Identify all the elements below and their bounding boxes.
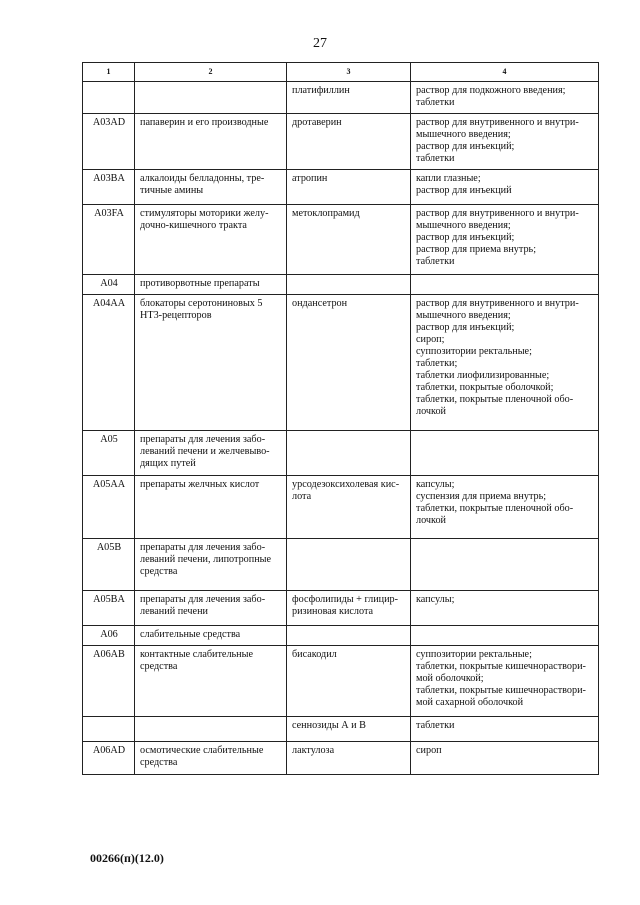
table-row — [83, 114, 599, 170]
code-cell: A04 — [83, 275, 135, 295]
column-header: 3 — [287, 63, 411, 82]
drug-cell: фосфолипиды + глицир- ризиновая кислота — [287, 591, 411, 626]
document-code: 00266(п)(12.0) — [90, 851, 164, 865]
forms-cell: капсулы; суспензия для приема внутрь; таблетки, покрытые пленочной обо- лочкой — [411, 476, 599, 539]
drug-cell: лактулоза — [287, 742, 411, 775]
group-cell: препараты для лечения забо- леваний печени, липотропные средства — [135, 539, 287, 591]
drug-cell: дротаверин — [287, 114, 411, 170]
group-cell: препараты для лечения забо- леваний печени и желчевыво- дящих путей — [135, 431, 287, 476]
code-cell: A06AB — [83, 646, 135, 717]
code-cell: A05BA — [83, 591, 135, 626]
code-cell: A06 — [83, 626, 135, 646]
forms-cell: раствор для внутривенного и внутри- мышечного введения; раствор для инъекций; таблетки — [411, 114, 599, 170]
code-cell: A05B — [83, 539, 135, 591]
group-cell: препараты для лечения забо- леваний печени — [135, 591, 287, 626]
table-row — [83, 742, 599, 775]
forms-cell — [411, 539, 599, 591]
group-cell: противорвотные препараты — [135, 275, 287, 295]
table-row — [83, 591, 599, 626]
forms-cell: капсулы; — [411, 591, 599, 626]
group-cell: препараты желчных кислот — [135, 476, 287, 539]
code-cell — [83, 717, 135, 742]
group-cell — [135, 717, 287, 742]
column-header: 2 — [135, 63, 287, 82]
forms-cell: раствор для подкожного введения; таблетки — [411, 82, 599, 114]
code-cell: A06AD — [83, 742, 135, 775]
table-row — [83, 476, 599, 539]
drug-cell — [287, 275, 411, 295]
table-row — [83, 170, 599, 205]
forms-cell: раствор для внутривенного и внутри- мышечного введения; раствор для инъекций; раствор для приема внутрь; таблетки — [411, 205, 599, 275]
code-cell: A05 — [83, 431, 135, 476]
forms-cell — [411, 626, 599, 646]
code-cell — [83, 82, 135, 114]
table-header-row — [83, 63, 599, 82]
group-cell: осмотические слабительные средства — [135, 742, 287, 775]
drug-cell: урсодезоксихолевая кис- лота — [287, 476, 411, 539]
group-cell: алкалоиды белладонны, тре- тичные амины — [135, 170, 287, 205]
group-cell: папаверин и его производные — [135, 114, 287, 170]
page-number: 27 — [313, 36, 327, 51]
drug-cell: ондансетрон — [287, 295, 411, 431]
group-cell: стимуляторы моторики желу- дочно-кишечного тракта — [135, 205, 287, 275]
group-cell: контактные слабительные средства — [135, 646, 287, 717]
table-row — [83, 205, 599, 275]
forms-cell — [411, 431, 599, 476]
code-cell: A03BA — [83, 170, 135, 205]
code-cell: A03FA — [83, 205, 135, 275]
drug-cell: платифиллин — [287, 82, 411, 114]
table-row — [83, 82, 599, 114]
drug-cell — [287, 431, 411, 476]
drug-cell: сеннозиды А и В — [287, 717, 411, 742]
drug-cell — [287, 626, 411, 646]
drug-cell: бисакодил — [287, 646, 411, 717]
forms-cell: суппозитории ректальные; таблетки, покрытые кишечнораствори- мой оболочкой; таблетки, покрытые кишечнораствори- мой сахарной оболочкой — [411, 646, 599, 717]
table-row — [83, 275, 599, 295]
drug-table — [82, 62, 599, 775]
table-row — [83, 626, 599, 646]
group-cell — [135, 82, 287, 114]
code-cell: A05AA — [83, 476, 135, 539]
forms-cell: сироп — [411, 742, 599, 775]
table-row — [83, 539, 599, 591]
group-cell: блокаторы серотониновых 5 HT3-рецепторов — [135, 295, 287, 431]
group-cell: слабительные средства — [135, 626, 287, 646]
table-row — [83, 717, 599, 742]
column-header: 4 — [411, 63, 599, 82]
table-row — [83, 295, 599, 431]
code-cell: A04AA — [83, 295, 135, 431]
drug-cell — [287, 539, 411, 591]
table-body — [83, 82, 599, 775]
table-row — [83, 646, 599, 717]
table-row — [83, 431, 599, 476]
forms-cell: раствор для внутривенного и внутри- мышечного введения; раствор для инъекций; сироп; суппозитории ректальные; таблетки; таблетки лиофилизированные; таблетки, покрытые оболочкой; таблетки, покрытые пленочной обо- лочкой — [411, 295, 599, 431]
forms-cell: таблетки — [411, 717, 599, 742]
code-cell: A03AD — [83, 114, 135, 170]
drug-cell: метоклопрамид — [287, 205, 411, 275]
forms-cell — [411, 275, 599, 295]
drug-cell: атропин — [287, 170, 411, 205]
column-header: 1 — [83, 63, 135, 82]
forms-cell: капли глазные; раствор для инъекций — [411, 170, 599, 205]
